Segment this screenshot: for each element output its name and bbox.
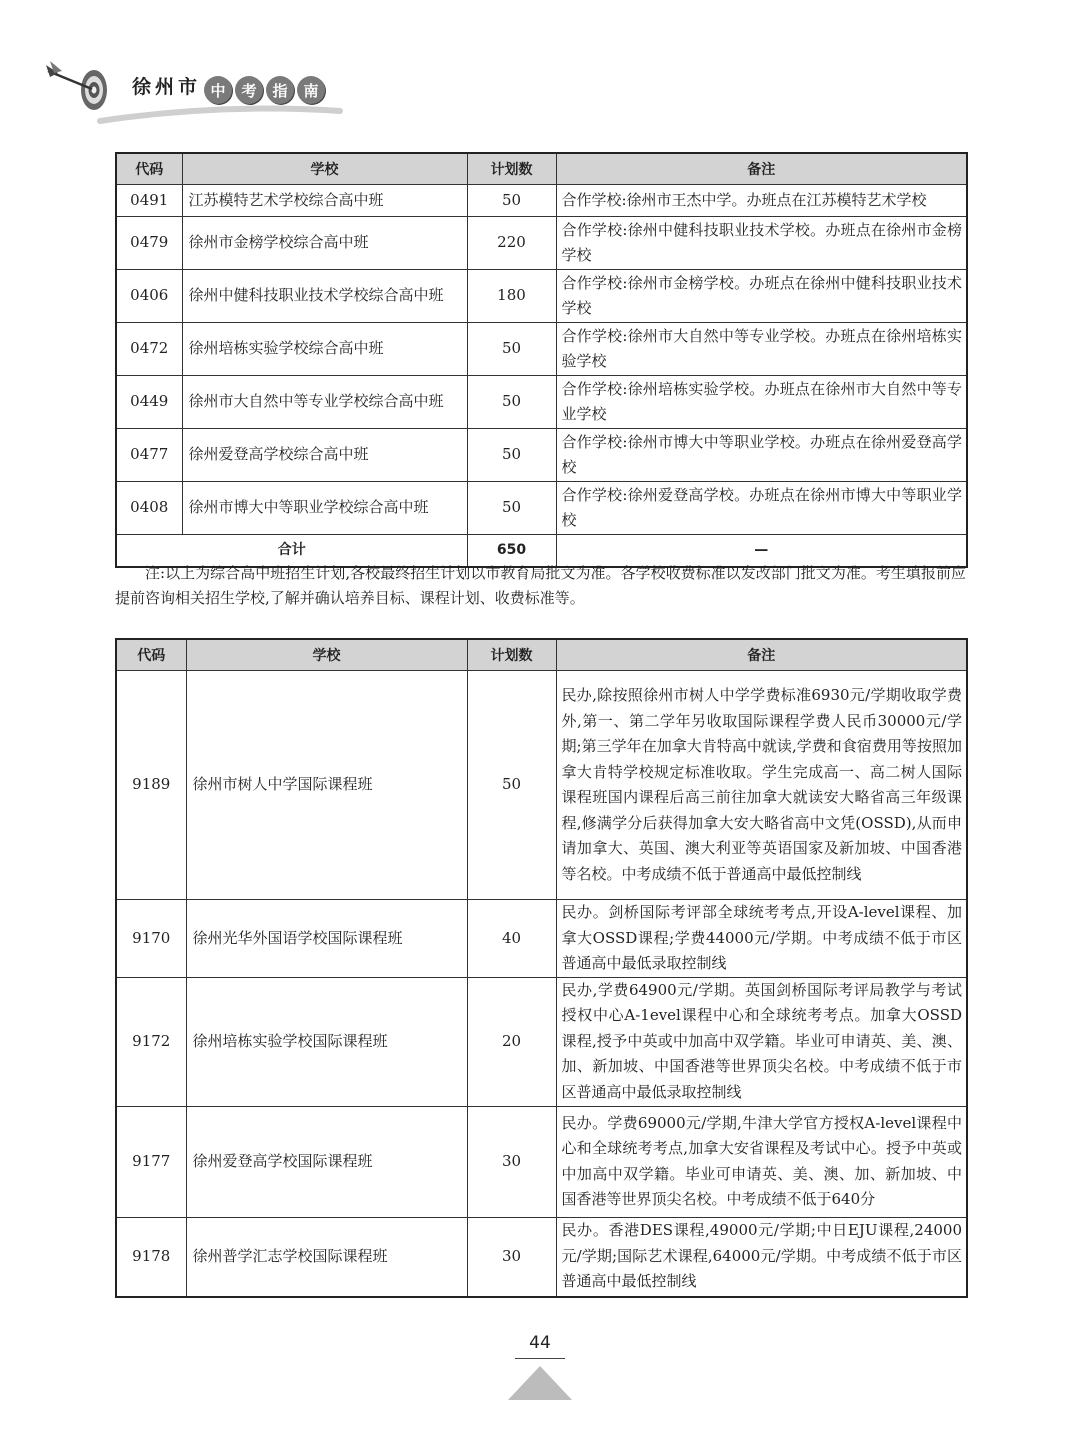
cell-school: 徐州市大自然中等专业学校综合高中班: [182, 376, 467, 429]
cell-plan: 20: [467, 977, 556, 1106]
cell-plan: 30: [467, 1106, 556, 1217]
cell-note: 民办。香港DES课程,49000元/学期;中日EJU课程,24000元/学期;国际艺术课程,64000元/学期。中考成绩不低于市区普通高中最低控制线: [556, 1217, 967, 1297]
cell-note: 民办。剑桥国际考评部全球统考考点,开设A-level课程、加拿大OSSD课程;学费44000元/学期。中考成绩不低于市区普通高中最低录取控制线: [556, 900, 967, 978]
guide-char: 指: [266, 76, 294, 104]
cell-note: 民办,除按照徐州市树人中学学费标准6930元/学期收取学费外,第一、第二学年另收取国际课程学费人民币30000元/学期;第三学年在加拿大肯特高中就读,学费和食宿费用等按照加拿大肯特学校规定标准收取。学生完成高一、高二树人国际课程班国内课程后高三前往加拿大就读安大略省高三年级课程,修满学分后获得加拿大安大略省高中文凭(OSSD),从而申请加拿大、英国、澳大利亚等英语国家及新加坡、中国香港等名校。中考成绩不低于普通高中最低控制线: [556, 671, 967, 900]
cell-school: 徐州培栋实验学校国际课程班: [186, 977, 467, 1106]
cell-code: 0449: [116, 376, 182, 429]
guide-char: 中: [204, 76, 232, 104]
cell-code: 0479: [116, 217, 182, 270]
header-code: 代码: [116, 639, 186, 671]
cell-plan: 50: [467, 323, 556, 376]
table-row: [116, 482, 967, 535]
header-note: 备注: [556, 153, 967, 185]
cell-code: 9177: [116, 1106, 186, 1217]
header-code: 代码: [116, 153, 182, 185]
cell-plan: 30: [467, 1217, 556, 1297]
cell-note: 民办,学费64900元/学期。英国剑桥国际考评局教学与考试授权中心A-1evel课程中心和全球统考考点。加拿大OSSD课程,授予中英或中加高中双学籍。毕业可申请英、美、澳、加、新加坡、中国香港等世界顶尖名校。中考成绩不低于市区普通高中最低录取控制线: [556, 977, 967, 1106]
table-row: [116, 900, 967, 978]
header-note: 备注: [556, 639, 967, 671]
cell-school: 徐州市树人中学国际课程班: [186, 671, 467, 900]
table-row: [116, 1217, 967, 1297]
total-label: 合计: [116, 535, 467, 568]
cell-plan: 40: [467, 900, 556, 978]
cell-code: 0408: [116, 482, 182, 535]
header-school: 学校: [182, 153, 467, 185]
cell-code: 0472: [116, 323, 182, 376]
cell-note: 合作学校:徐州市王杰中学。办班点在江苏模特艺术学校: [556, 185, 967, 217]
table-header-row: [116, 153, 967, 185]
table-row: [116, 185, 967, 217]
guide-char: 南: [297, 76, 325, 104]
header-plan: 计划数: [467, 153, 556, 185]
cell-school: 徐州爱登高学校综合高中班: [182, 429, 467, 482]
total-plan: 650: [467, 535, 556, 568]
comprehensive-class-table: [115, 152, 968, 568]
triangle-icon: [508, 1366, 572, 1400]
table-row: [116, 671, 967, 900]
header-plan: 计划数: [467, 639, 556, 671]
cell-code: 0477: [116, 429, 182, 482]
cell-school: 徐州市博大中等职业学校综合高中班: [182, 482, 467, 535]
cell-school: 徐州普学汇志学校国际课程班: [186, 1217, 467, 1297]
cell-school: 徐州培栋实验学校综合高中班: [182, 323, 467, 376]
table-row: [116, 217, 967, 270]
cell-note: 合作学校:徐州培栋实验学校。办班点在徐州市大自然中等专业学校: [556, 376, 967, 429]
cell-code: 0491: [116, 185, 182, 217]
cell-code: 9189: [116, 671, 186, 900]
cell-code: 0406: [116, 270, 182, 323]
note-paragraph: 注:以上为综合高中班招生计划,各校最终招生计划以市教育局批文为准。各学校收费标准以发改部门批文为准。考生填报前应提前咨询相关招生学校,了解并确认培养目标、课程计划、收费标准等。: [115, 564, 966, 607]
cell-school: 徐州爱登高学校国际课程班: [186, 1106, 467, 1217]
cell-school: 徐州市金榜学校综合高中班: [182, 217, 467, 270]
city-title: 徐州市: [132, 76, 202, 98]
cell-plan: 50: [467, 671, 556, 900]
cell-school: 江苏模特艺术学校综合高中班: [182, 185, 467, 217]
table-row: [116, 429, 967, 482]
table-row: [116, 977, 967, 1106]
guide-title: [204, 76, 325, 104]
cell-plan: 50: [467, 482, 556, 535]
cell-note: 合作学校:徐州爱登高学校。办班点在徐州市博大中等职业学校: [556, 482, 967, 535]
table-row: [116, 1106, 967, 1217]
table-header-row: [116, 639, 967, 671]
header-school: 学校: [186, 639, 467, 671]
guide-char: 考: [235, 76, 263, 104]
cell-school: 徐州光华外国语学校国际课程班: [186, 900, 467, 978]
cell-note: 合作学校:徐州中健科技职业技术学校。办班点在徐州市金榜学校: [556, 217, 967, 270]
cell-note: 合作学校:徐州市博大中等职业学校。办班点在徐州爱登高学校: [556, 429, 967, 482]
table-row: [116, 323, 967, 376]
cell-note: 民办。学费69000元/学期,牛津大学官方授权A-level课程中心和全球统考考点,加拿大安省课程及考试中心。授予中英或中加高中双学籍。毕业可申请英、美、澳、加、新加坡、中国香港等世界顶尖名校。中考成绩不低于640分: [556, 1106, 967, 1217]
cell-plan: 180: [467, 270, 556, 323]
cell-plan: 220: [467, 217, 556, 270]
cell-plan: 50: [467, 185, 556, 217]
cell-code: 9172: [116, 977, 186, 1106]
cell-school: 徐州中健科技职业技术学校综合高中班: [182, 270, 467, 323]
cell-code: 9178: [116, 1217, 186, 1297]
table-row: [116, 376, 967, 429]
cell-plan: 50: [467, 429, 556, 482]
international-class-table: [115, 638, 968, 1298]
cell-code: 9170: [116, 900, 186, 978]
total-note: —: [556, 535, 967, 568]
cell-plan: 50: [467, 376, 556, 429]
page-number: 44: [529, 1333, 551, 1353]
cell-note: 合作学校:徐州市大自然中等专业学校。办班点在徐州培栋实验学校: [556, 323, 967, 376]
table-row: [116, 270, 967, 323]
page-number-underline: [515, 1358, 565, 1359]
cell-note: 合作学校:徐州市金榜学校。办班点在徐州中健科技职业技术学校: [556, 270, 967, 323]
